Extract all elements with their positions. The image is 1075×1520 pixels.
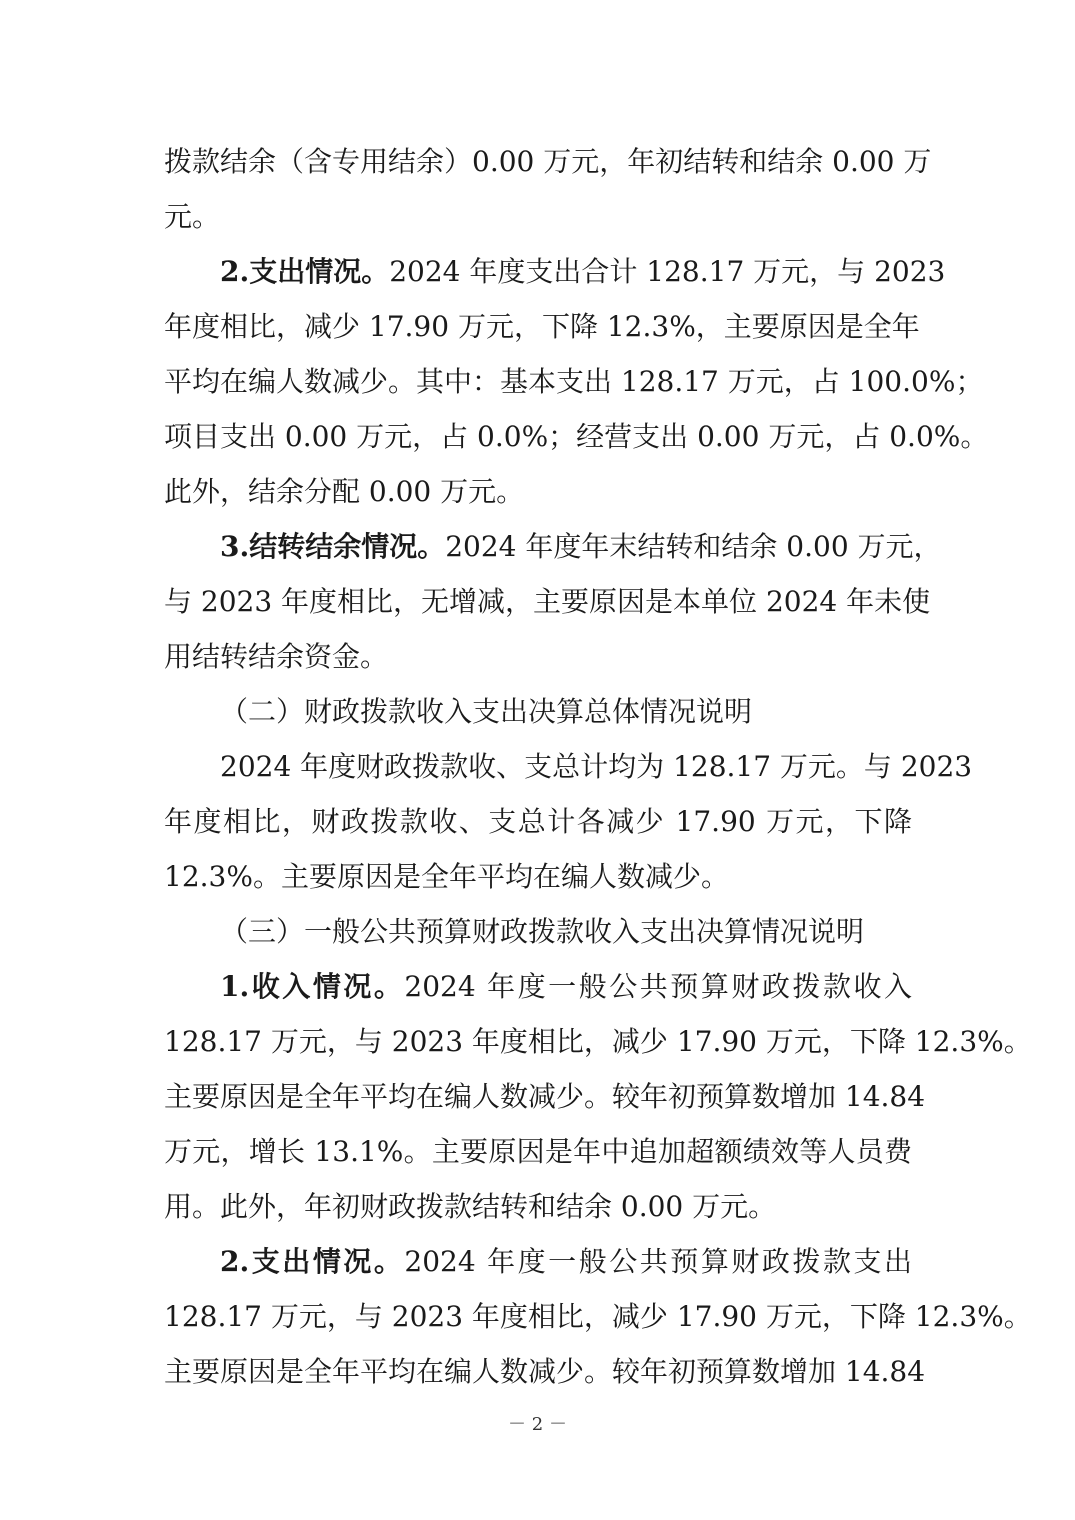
paragraph-first-line <box>220 967 912 1007</box>
text-line: 主要原因是全年平均在编人数减少。较年初预算数增加 14.84 <box>164 1355 926 1388</box>
text-span: 2024 年度支出合计 128.17 万元，与 2023 <box>389 255 946 288</box>
section-heading: （二）财政拨款收入支出决算总体情况说明 <box>220 695 753 728</box>
paragraph-heading: 3.结转结余情况。 <box>220 530 446 563</box>
text-line: 年度相比，财政拨款收、支总计各减少 17.90 万元，下降 <box>164 805 912 838</box>
text-line: 年度相比，减少 17.90 万元，下降 12.3%，主要原因是全年 <box>164 310 920 343</box>
text-line: 主要原因是全年平均在编人数减少。较年初预算数增加 14.84 <box>164 1080 926 1113</box>
text-line: 此外，结余分配 0.00 万元。 <box>164 475 525 508</box>
text-span: 2024 年度年末结转和结余 0.00 万元， <box>445 530 942 563</box>
paragraph-first-line <box>220 252 946 292</box>
text-line: 与 2023 年度相比，无增减，主要原因是本单位 2024 年未使 <box>164 585 931 618</box>
text-span: 2024 年度一般公共预算财政拨款支出 <box>404 1245 912 1278</box>
text-line: 元。 <box>164 200 221 233</box>
section-heading: （三）一般公共预算财政拨款收入支出决算情况说明 <box>220 915 865 948</box>
paragraph-first-line <box>220 527 942 567</box>
page-number: － 2 － <box>508 1414 567 1435</box>
text-line: 128.17 万元，与 2023 年度相比，减少 17.90 万元，下降 12.3%。 <box>164 1025 1032 1058</box>
text-line: 用结转结余资金。 <box>164 640 389 673</box>
paragraph-heading: 1.收入情况。 <box>220 970 405 1003</box>
text-line: 2024 年度财政拨款收、支总计均为 128.17 万元。与 2023 <box>220 750 973 783</box>
text-line: 平均在编人数减少。其中：基本支出 128.17 万元，占 100.0%； <box>164 365 984 398</box>
text-line: 128.17 万元，与 2023 年度相比，减少 17.90 万元，下降 12.3%。 <box>164 1300 1032 1333</box>
paragraph-heading: 2.支出情况。 <box>220 1245 405 1278</box>
text-line: 拨款结余（含专用结余）0.00 万元，年初结转和结余 0.00 万 <box>164 145 932 178</box>
text-line: 用。此外，年初财政拨款结转和结余 0.00 万元。 <box>164 1190 777 1223</box>
text-line: 万元，增长 13.1%。主要原因是年中追加超额绩效等人员费 <box>164 1135 912 1168</box>
text-span: 2024 年度一般公共预算财政拨款收入 <box>404 970 912 1003</box>
text-line: 12.3%。主要原因是全年平均在编人数减少。 <box>164 860 729 893</box>
paragraph-heading: 2.支出情况。 <box>220 255 390 288</box>
text-line: 项目支出 0.00 万元，占 0.0%；经营支出 0.00 万元，占 0.0%。 <box>164 420 989 453</box>
paragraph-first-line <box>220 1242 912 1282</box>
